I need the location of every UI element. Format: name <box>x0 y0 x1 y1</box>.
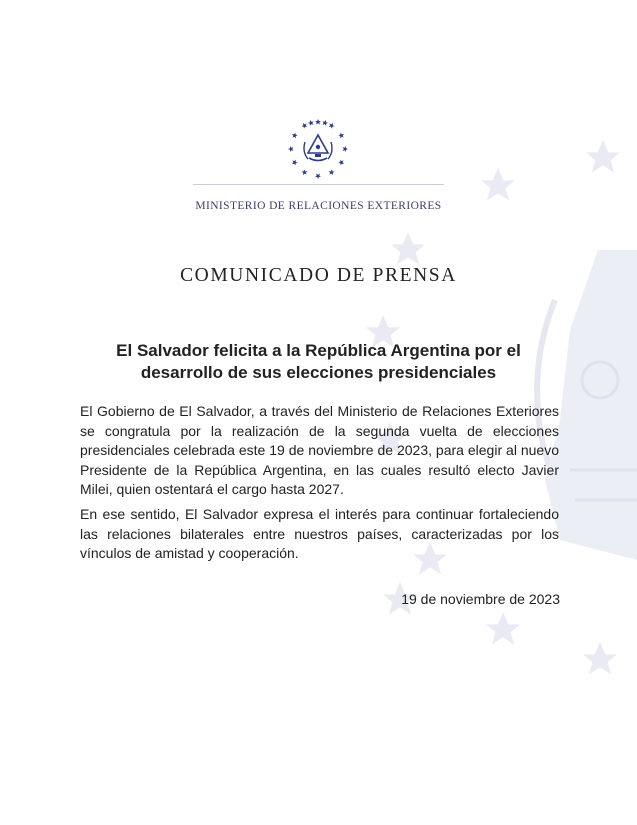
coat-of-arms-icon <box>288 118 348 180</box>
headline-line-2: desarrollo de sus elecciones presidenciales <box>140 363 497 382</box>
header-divider <box>193 184 444 185</box>
body-paragraph: En ese sentido, El Salvador expresa el interés para continuar fortaleciendo las relaciones bilaterales entre nuestros países, caracterizadas por los vínculos de amistad y cooperación. <box>80 506 559 561</box>
headline <box>90 340 547 384</box>
document-date: 19 de noviembre de 2023 <box>401 591 560 607</box>
document-type-title: COMUNICADO DE PRENSA <box>180 265 457 286</box>
ministry-name: MINISTERIO DE RELACIONES EXTERIORES <box>195 200 442 212</box>
body-paragraph: El Gobierno de El Salvador, a través del Ministerio de Relaciones Exteriores se congratula por la realización de la segunda vuelta de elecciones presidenciales celebrada este 19 de noviembre de 2023, para elegir al nuevo Presidente de la República Argentina, en las cuales resultó electo Javier Milei, quien ostentará el cargo hasta 2027. <box>80 403 559 497</box>
headline-line-1: El Salvador felicita a la República Argentina por el <box>116 341 521 360</box>
